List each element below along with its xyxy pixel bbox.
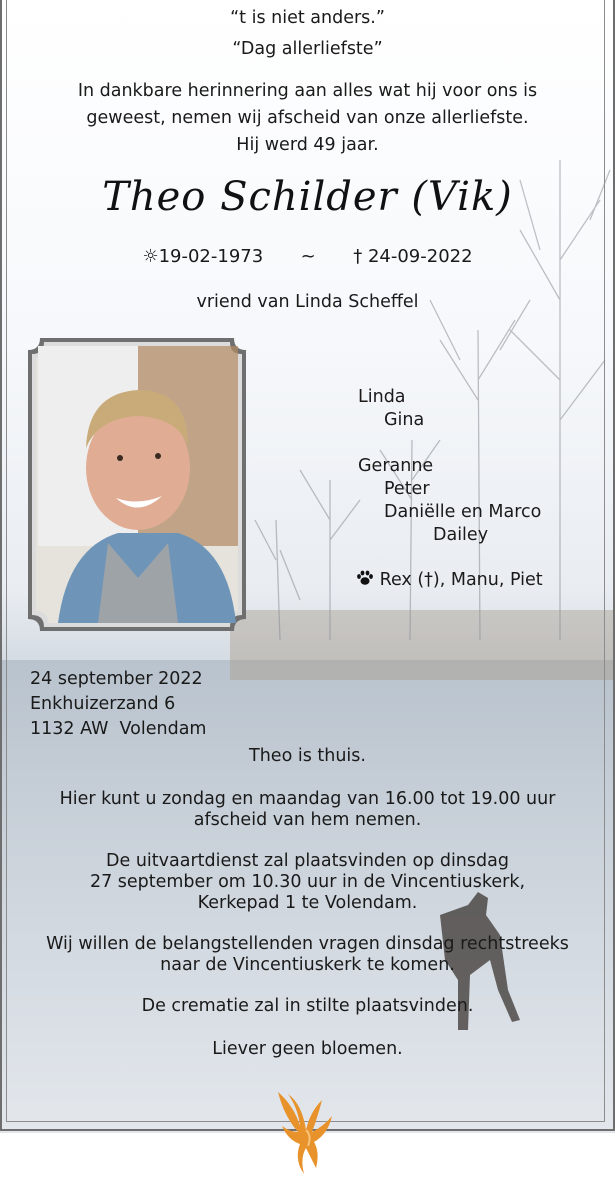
- address-city: 1132 AW Volendam: [30, 719, 207, 739]
- address-street: Enkhuizerzand 6: [30, 694, 176, 714]
- reed-bank: [230, 610, 615, 680]
- bare-trees: [255, 160, 610, 640]
- body-line-3: afscheid van hem nemen.: [193, 810, 422, 830]
- sun-icon: ☼: [142, 246, 159, 267]
- bird-emblem-icon: [270, 1086, 342, 1178]
- deceased-name: Theo Schilder (Vik): [102, 174, 513, 220]
- family-danielle-marco: Daniëlle en Marco: [384, 502, 542, 522]
- intro-line-1: In dankbare herinnering aan alles wat hij voor ons is: [77, 81, 538, 101]
- body-line-5: 27 september om 10.30 uur in de Vincentiuskerk,: [89, 872, 526, 892]
- tilde-separator: ~: [300, 246, 316, 267]
- intro-line-3: Hij werd 49 jaar.: [236, 135, 379, 155]
- body-line-4: De uitvaartdienst zal plaatsvinden op dinsdag: [106, 851, 509, 871]
- family-linda: Linda: [358, 387, 406, 407]
- pets-text: Rex (†), Manu, Piet: [379, 570, 543, 590]
- paw-icon: [356, 570, 374, 586]
- body-line-10: Liever geen bloemen.: [212, 1039, 403, 1059]
- family-peter: Peter: [384, 479, 430, 499]
- address-date: 24 september 2022: [30, 669, 203, 689]
- intro-line-2: geweest, nemen wij afscheid van onze allerliefste.: [86, 108, 529, 128]
- body-line-1: Theo is thuis.: [249, 746, 366, 766]
- birth-date: 19-02-1973: [158, 246, 264, 267]
- death-date: 24-09-2022: [367, 246, 473, 267]
- body-line-2: Hier kunt u zondag en maandag van 16.00 tot 19.00 uur: [59, 789, 556, 809]
- body-line-9: De crematie zal in stilte plaatsvinden.: [141, 996, 474, 1016]
- address-block: [30, 667, 206, 742]
- family-dailey: Dailey: [433, 525, 489, 545]
- relation-line: vriend van Linda Scheffel: [196, 292, 419, 312]
- body-line-8: naar de Vincentiuskerk te komen.: [160, 955, 455, 975]
- quote-line-1: “t is niet anders.”: [230, 8, 385, 28]
- cross-icon: †: [353, 246, 363, 267]
- body-line-7: Wij willen de belangstellenden vragen dinsdag rechtstreeks: [46, 934, 569, 954]
- pets-line: [356, 569, 543, 592]
- family-gina: Gina: [384, 410, 425, 430]
- life-dates: [0, 246, 615, 267]
- quote-line-2: “Dag allerliefste”: [232, 39, 383, 59]
- family-geranne: Geranne: [358, 456, 434, 476]
- body-line-6: Kerkepad 1 te Volendam.: [197, 893, 418, 913]
- portrait-photo: [28, 338, 246, 631]
